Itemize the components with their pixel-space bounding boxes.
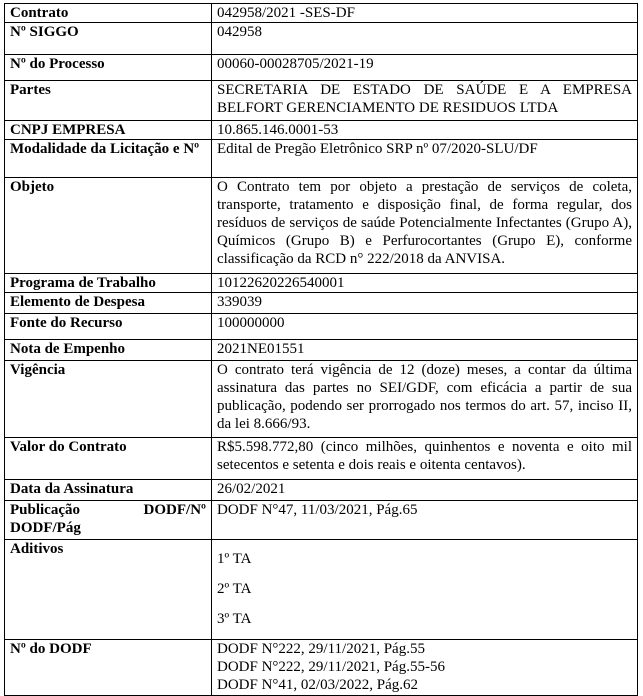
table-row bbox=[5, 501, 638, 540]
partes-value: SECRETARIA DE ESTADO DE SAÚDE E A EMPRESA BELFORT GERENCIAMENTO DE RESIDUOS LTDA bbox=[212, 81, 638, 121]
dodf-item: DODF N°222, 29/11/2021, Pág.55-56 bbox=[217, 659, 445, 675]
programa-label: Programa de Trabalho bbox=[5, 274, 212, 293]
publicacao-label-left: Publicação bbox=[10, 502, 80, 518]
table-row bbox=[5, 293, 638, 314]
table-row bbox=[5, 55, 638, 81]
table-row bbox=[5, 540, 638, 640]
table-row bbox=[5, 274, 638, 293]
table-row bbox=[5, 438, 638, 480]
vigencia-value: O contrato terá vigência de 12 (doze) meses, a contar da última assinatura das partes no SEI/GDF, com eficácia a partir de sua publicação, podendo ser prorrogado nos termos do art. 57, inciso II, da lei 8.666/93. bbox=[212, 361, 638, 438]
publicacao-value: DODF N°47, 11/03/2021, Pág.65 bbox=[212, 501, 638, 540]
publicacao-label bbox=[5, 501, 212, 540]
table-row bbox=[5, 640, 638, 696]
contrato-value: 042958/2021 -SES-DF bbox=[212, 4, 638, 23]
partes-label: Partes bbox=[5, 81, 212, 121]
processo-value: 00060-00028705/2021-19 bbox=[212, 55, 638, 81]
table-row bbox=[5, 23, 638, 55]
valor-label: Valor do Contrato bbox=[5, 438, 212, 480]
aditivo-item: 2º TA bbox=[217, 581, 252, 597]
fonte-value: 100000000 bbox=[212, 314, 638, 340]
aditivos-value bbox=[212, 540, 638, 640]
table-row bbox=[5, 121, 638, 140]
contrato-label: Contrato bbox=[5, 4, 212, 23]
dodf-label: Nº do DODF bbox=[5, 640, 212, 696]
dodf-value bbox=[212, 640, 638, 696]
objeto-label: Objeto bbox=[5, 178, 212, 274]
aditivos-label: Aditivos bbox=[5, 540, 212, 640]
elemento-value: 339039 bbox=[212, 293, 638, 314]
vigencia-label: Vigência bbox=[5, 361, 212, 438]
cnpj-value: 10.865.146.0001-53 bbox=[212, 121, 638, 140]
modalidade-value: Edital de Pregão Eletrônico SRP nº 07/2020-SLU/DF bbox=[212, 140, 638, 178]
processo-label: Nº do Processo bbox=[5, 55, 212, 81]
dodf-item: DODF N°222, 29/11/2021, Pág.55 bbox=[217, 641, 425, 657]
cnpj-label: CNPJ EMPRESA bbox=[5, 121, 212, 140]
table-row bbox=[5, 4, 638, 23]
assinatura-value: 26/02/2021 bbox=[212, 480, 638, 501]
publicacao-label-right: DODF/Nº bbox=[143, 502, 206, 518]
aditivo-item: 1º TA bbox=[217, 551, 252, 567]
dodf-item: DODF N°41, 02/03/2022, Pág.62 bbox=[217, 677, 419, 693]
table-row bbox=[5, 480, 638, 501]
fonte-label: Fonte do Recurso bbox=[5, 314, 212, 340]
contract-summary-table bbox=[4, 3, 638, 696]
valor-value: R$5.598.772,80 (cinco milhões, quinhentos e noventa e oito mil setecentos e setenta e dois reais e oitenta centavos). bbox=[212, 438, 638, 480]
table-row bbox=[5, 314, 638, 340]
objeto-value: O Contrato tem por objeto a prestação de serviços de coleta, transporte, tratamento e disposição final, de forma regular, dos resíduos de serviços de saúde Potencialmente Infectantes (Grupo A), Químicos (Grupo B) e Perfurocortantes (Grupo E), conforme classificação da RCD n° 222/2018 da ANVISA. bbox=[212, 178, 638, 274]
empenho-label: Nota de Empenho bbox=[5, 340, 212, 361]
siggo-value: 042958 bbox=[212, 23, 638, 55]
table-row bbox=[5, 81, 638, 121]
publicacao-label-line2: DODF/Pág bbox=[10, 520, 81, 536]
elemento-label: Elemento de Despesa bbox=[5, 293, 212, 314]
siggo-label: Nº SIGGO bbox=[5, 23, 212, 55]
assinatura-label: Data da Assinatura bbox=[5, 480, 212, 501]
programa-value: 10122620226540001 bbox=[212, 274, 638, 293]
table-row bbox=[5, 178, 638, 274]
aditivo-item: 3º TA bbox=[217, 611, 252, 627]
table-row bbox=[5, 361, 638, 438]
table-row bbox=[5, 140, 638, 178]
table-row bbox=[5, 340, 638, 361]
empenho-value: 2021NE01551 bbox=[212, 340, 638, 361]
modalidade-label: Modalidade da Licitação e Nº bbox=[5, 140, 212, 178]
